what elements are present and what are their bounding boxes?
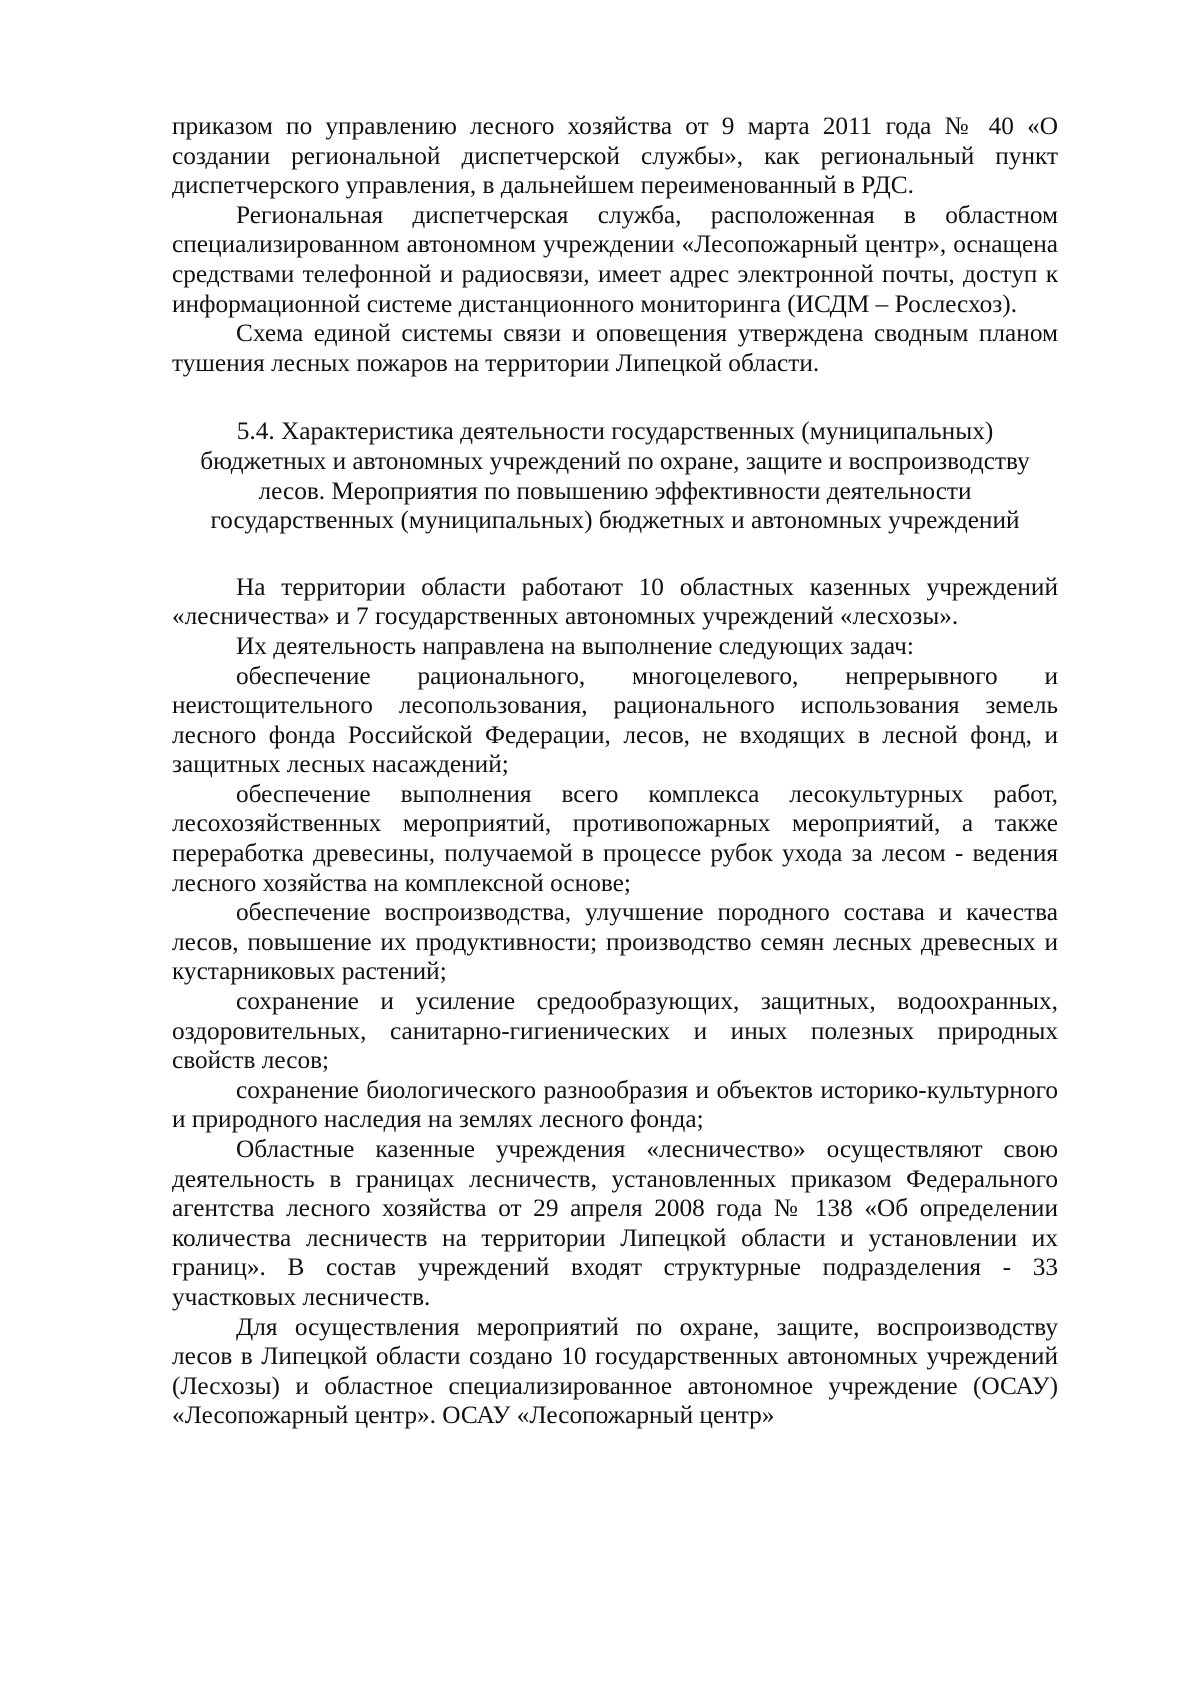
- section-heading-line: 5.4. Характеристика деятельности государственных (муниципальных): [236, 417, 994, 446]
- section-heading: [172, 417, 1058, 535]
- paragraph-autonomous-institutions: Для осуществления мероприятий по охране, защите, воспроизводству лесов в Липецкой области создано 10 государственных автономных учреждений (Лесхозы) и областное специализированное автономное учреждение (ОСАУ) «Лесопожарный центр». ОСАУ «Лесопожарный центр»: [172, 1312, 1058, 1430]
- document-page: [172, 112, 1058, 1431]
- section-heading-line: государственных (муниципальных) бюджетных и автономных учреждений: [210, 506, 1020, 535]
- paragraph-regional-dispatch: Региональная диспетчерская служба, расположенная в областном специализированном автономном учреждении «Лесопожарный центр», оснащена средствами телефонной и радиосвязи, имеет адрес электронной почты, доступ к информационной системе дистанционного мониторинга (ИСДМ – Рослесхоз).: [172, 200, 1058, 318]
- paragraph-forestry-boundaries: Областные казенные учреждения «лесничество» осуществляют свою деятельность в границах лесничеств, установленных приказом Федерального агентства лесного хозяйства от 29 апреля 2008 года № 138 «Об определении количества лесничеств на территории Липецкой области и установлении их границ». В состав учреждений входят структурные подразделения - 33 участковых лесничеств.: [172, 1135, 1058, 1311]
- task-item: обеспечение воспроизводства, улучшение породного состава и качества лесов, повышение их продуктивности; производство семян лесных древесных и кустарниковых растений;: [172, 898, 1058, 986]
- paragraph-order-reference: приказом по управлению лесного хозяйства от 9 марта 2011 года № 40 «О создании региональной диспетчерской службы», как региональный пункт диспетчерского управления, в дальнейшем переименованный в РДС.: [172, 112, 1058, 200]
- paragraph-tasks-intro: Их деятельность направлена на выполнение следующих задач:: [236, 631, 914, 660]
- paragraph-institutions-count: На территории области работают 10 областных казенных учреждений «лесничества» и 7 государственных автономных учреждений «лесхозы».: [172, 572, 1058, 631]
- task-item: обеспечение выполнения всего комплекса лесокультурных работ, лесохозяйственных мероприятий, противопожарных мероприятий, а также переработка древесины, получаемой в процессе рубок ухода за лесом - ведения лесного хозяйства на комплексной основе;: [172, 779, 1058, 897]
- task-item: обеспечение рационального, многоцелевого, непрерывного и неистощительного лесопользования, рационального использования земель лесного фонда Российской Федерации, лесов, не входящих в лесной фонд, и защитных лесных насаждений;: [172, 661, 1058, 779]
- section-heading-line: бюджетных и автономных учреждений по охране, защите и воспроизводству: [200, 446, 1030, 475]
- task-item: сохранение биологического разнообразия и объектов историко-культурного и природного наследия на землях лесного фонда;: [172, 1075, 1058, 1134]
- paragraph-communication-scheme: Схема единой системы связи и оповещения утверждена сводным планом тушения лесных пожаров на территории Липецкой области.: [172, 319, 1058, 377]
- section-heading-line: лесов. Мероприятия по повышению эффективности деятельности: [258, 476, 972, 505]
- task-item: сохранение и усиление средообразующих, защитных, водоохранных, оздоровительных, санитарно-гигиенических и иных полезных природных свойств лесов;: [172, 987, 1058, 1075]
